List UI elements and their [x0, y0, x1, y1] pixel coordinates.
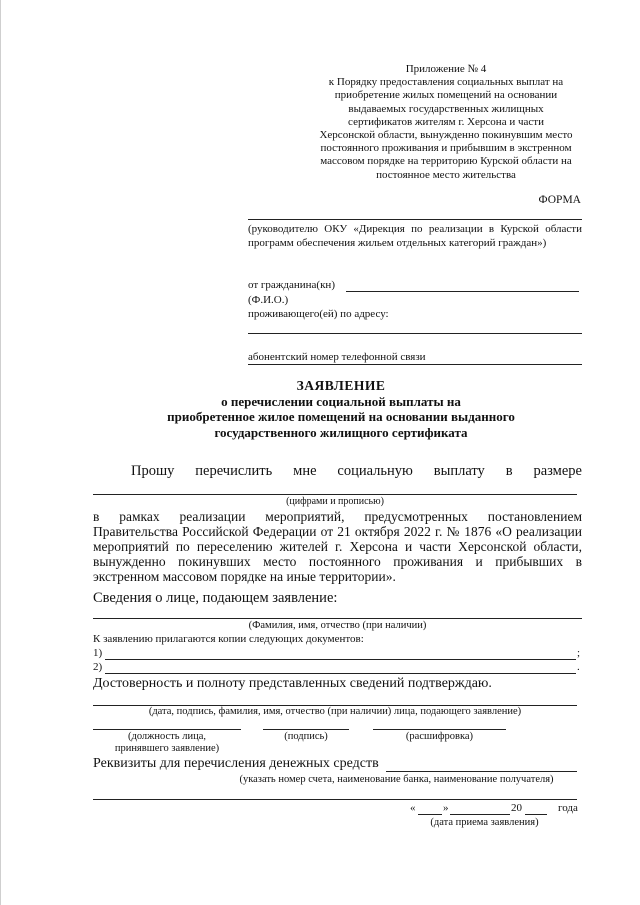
appendix-line: Херсонской области, вынужденно покинувшим место	[319, 129, 573, 142]
request-word: выплату	[433, 463, 485, 479]
date-year-prefix: 20	[511, 802, 522, 814]
request-word: размере	[533, 463, 582, 479]
amount-field[interactable]	[93, 494, 577, 495]
address-field[interactable]	[248, 333, 582, 334]
doc-item-field[interactable]	[105, 673, 576, 674]
acceptor-decoding-field[interactable]	[373, 729, 506, 730]
confirm-label: Достоверность и полноту представленных сведений подтверждаю.	[93, 676, 492, 691]
document-title	[61, 378, 621, 440]
request-word: мне	[293, 463, 317, 479]
phone-label: абонентский номер телефонной связи	[248, 351, 426, 363]
date-month-field[interactable]	[450, 814, 510, 815]
appendix-line: постоянное место жительства	[376, 168, 516, 181]
request-word: в	[505, 463, 513, 479]
appendix-line: к Порядку предоставления социальных выплат на	[328, 76, 564, 89]
date-year-suffix: года	[558, 802, 578, 814]
request-word: перечислить	[195, 463, 273, 479]
amount-caption: (цифрами и прописью)	[286, 496, 384, 507]
request-word: Прошу	[131, 463, 175, 479]
doc-item-end: .	[577, 661, 580, 673]
fio-label: (Ф.И.О.)	[248, 294, 289, 306]
decoding-caption: (расшифровка)	[405, 731, 474, 742]
doc-item-end: ;	[577, 647, 581, 659]
from-label: от гражданина(кн)	[248, 279, 335, 291]
doc-item-number: 1)	[93, 647, 103, 659]
phone-field[interactable]	[248, 364, 582, 365]
addressee-line	[248, 219, 582, 220]
appendix-line: сертификатов жителям г. Херсона и части	[348, 115, 544, 128]
acceptor-signature-field[interactable]	[263, 729, 349, 730]
appendix-line: Приложение № 4	[405, 63, 487, 75]
date-close-quote: »	[443, 802, 449, 814]
appendix-line: приобретение жилых помещений на основании	[334, 89, 558, 102]
sign-caption: (дата, подпись, фамилия, имя, отчество (при наличии) лица, подающего заявление)	[148, 706, 522, 717]
signature-caption: (подпись)	[284, 731, 328, 742]
title-line: государственного жилищного сертификата	[214, 424, 468, 440]
position-caption-line: (должность лица,	[127, 731, 206, 742]
position-caption-line: принявшего заявление)	[114, 743, 220, 754]
request-body: в рамках реализации мероприятий, предусмотренных постановлением Правительства Российской Федерации от 21 октября 2022 г. № 1876 «О реализации мероприятий по переселению жителей г. Херсона и части Херсонской области, вынужденно покинувших место постоянного проживания и прибывших в экстренном массовом порядке на иные территории».	[93, 509, 582, 584]
position-caption	[93, 731, 241, 755]
doc-item-field[interactable]	[105, 659, 576, 660]
bank-label: Реквизиты для перечисления денежных средств	[93, 756, 379, 771]
date-caption: (дата приема заявления)	[430, 817, 539, 828]
form-label: ФОРМА	[538, 194, 581, 206]
addressee-caption: (руководителю ОКУ «Дирекция по реализации в Курской области программ обеспечения жильем отдельных категорий граждан»)	[248, 223, 582, 249]
acceptor-position-field[interactable]	[93, 729, 241, 730]
request-lead	[131, 463, 582, 480]
date-open-quote: «	[410, 802, 416, 814]
attached-label: К заявлению прилагаются копии следующих документов:	[93, 633, 364, 645]
from-name-field[interactable]	[346, 291, 579, 292]
bank-field[interactable]	[386, 771, 577, 772]
date-year-field[interactable]	[525, 814, 547, 815]
residing-label: проживающего(ей) по адресу:	[248, 308, 389, 320]
appendix-line: постоянного проживания и прибывшим в экстренном	[320, 142, 572, 155]
title-line: о перечислении социальной выплаты на	[221, 393, 461, 409]
date-day-field[interactable]	[418, 814, 442, 815]
fio-caption: (Фамилия, имя, отчество (при наличии)	[248, 620, 427, 631]
applicant-fio-field[interactable]	[93, 618, 582, 619]
appendix-header	[301, 63, 591, 182]
title-head: ЗАЯВЛЕНИЕ	[296, 378, 386, 393]
appendix-line: массовом порядке на территорию Курской области на	[320, 155, 572, 168]
title-line: приобретенное жилое помещений на основании выданного	[167, 409, 515, 424]
bank-caption: (указать номер счета, наименование банка, наименование получателя)	[239, 774, 554, 785]
applicant-info-label: Сведения о лице, подающем заявление:	[93, 590, 338, 606]
request-word: социальную	[337, 463, 413, 479]
doc-item-number: 2)	[93, 661, 103, 673]
bank-field-continued[interactable]	[93, 799, 577, 800]
appendix-line: выдаваемых государственных жилищных	[348, 102, 544, 115]
